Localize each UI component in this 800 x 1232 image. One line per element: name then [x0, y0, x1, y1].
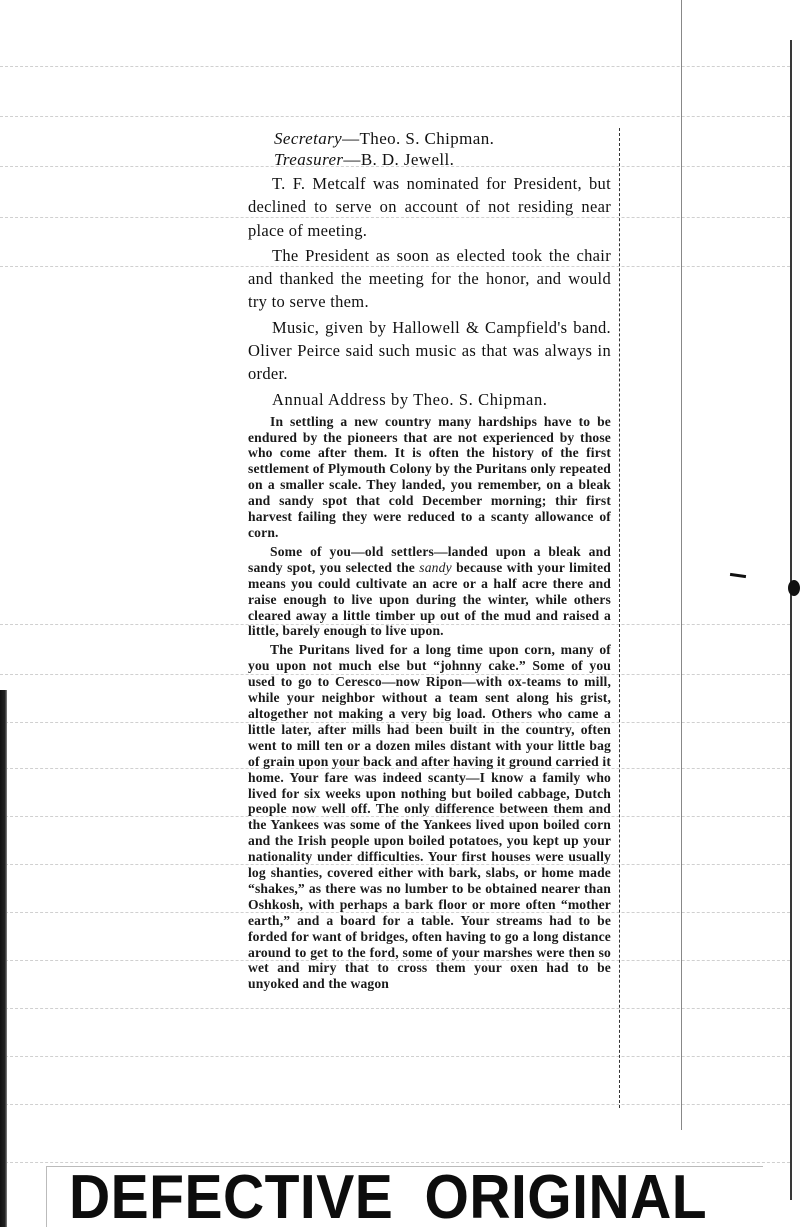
- ink-blot: [788, 580, 800, 596]
- page-right-edge: [790, 40, 800, 1200]
- address-paragraph-2: [248, 544, 611, 639]
- scan-edge-left: [0, 690, 7, 1227]
- ledger-line: [0, 66, 800, 67]
- paragraph-metcalf: T. F. Metcalf was nominated for President, but declined to serve on account of not residing near place of meeting.: [248, 174, 611, 240]
- stamp-text: [69, 1165, 707, 1231]
- officer-role: Treasurer: [274, 150, 344, 169]
- italic-word: sandy: [419, 559, 452, 575]
- officer-role: Secretary: [274, 129, 343, 148]
- address-paragraph-1: [248, 414, 611, 541]
- paragraph-text: Some of you—old settlers—landed upon a bleak and sandy spot, you selected the: [248, 543, 611, 575]
- paragraph-text: The Puritans lived for a long time upon corn, many of you upon not much else but “johnny cake.” Some of you used to go to Ceresco—now Ripon—with ox-teams to mill, while your neighbor without a team sent along his grist, altogether not making a very big load. Others who came a little later, after mills had been built in the country, often went to mill ten or a dozen miles distant with your little bag of grain upon your back and after having it ground carried it home. Your fare was indeed scanty—I know a family who lived for six weeks upon nothing but boiled cabbage, Dutch people now well off. The only difference between them and the Yankees was some of the Yankees lived upon boiled corn and the Irish people upon boiled potatoes, you kept up your nationality under difficulties. Your first houses were usually log shanties, covered either with bark, slabs, or home made “shakes,” as there was no lumber to be obtained nearer than Oshkosh, with perhaps a bark floor or more often “mother earth,” and a board for a table. Your streams had to be forded for want of bridges, often having to go a long distance around to get to the ford, some of your marshes were then so wet and miry that to cross them your oxen had to be unyoked and the wagon: [248, 642, 612, 992]
- address-title: Annual Address by Theo. S. Chipman.: [272, 389, 548, 409]
- officer-name: —B. D. Jewell.: [343, 150, 455, 169]
- ink-smudge: [730, 573, 746, 578]
- paragraph-text: In settling a new country many hardships have to be endured by the pioneers that are not experienced by those who come after them. It is often the history of the first settlement of Plymouth Colony by the Puritans only repeated on a smaller scale. They landed, you remember, on a bleak and sandy spot that cold December morning; thir first harvest failing they were reduced to a scanty allowance of corn.: [248, 413, 611, 541]
- stamp-word-defective: DEFECTIVE: [69, 1163, 394, 1232]
- stamp-word-original: ORIGINAL: [424, 1163, 708, 1232]
- officer-treasurer: [248, 149, 611, 170]
- address-paragraph-3: [248, 642, 611, 992]
- paragraph-president: The President as soon as elected took the chair and thanked the meeting for the honor, and would try to serve them.: [248, 245, 611, 312]
- officer-name: —Theo. S. Chipman.: [342, 129, 495, 148]
- paragraph-music: Music, given by Hallowell & Campfield's band. Oliver Peirce said such music as that was always in order.: [248, 317, 611, 384]
- newspaper-clipping: [240, 128, 620, 1108]
- margin-rule: [681, 0, 682, 1130]
- ledger-line: [0, 116, 800, 117]
- paragraph-text: because with your limited means you could cultivate an acre or a half acre there and raise enough to live upon during the winter, while others cleared away a little timber up out of the mud and raised a little, barely enough to live upon.: [248, 559, 612, 639]
- officer-secretary: [248, 128, 611, 149]
- defective-original-stamp: [46, 1163, 763, 1232]
